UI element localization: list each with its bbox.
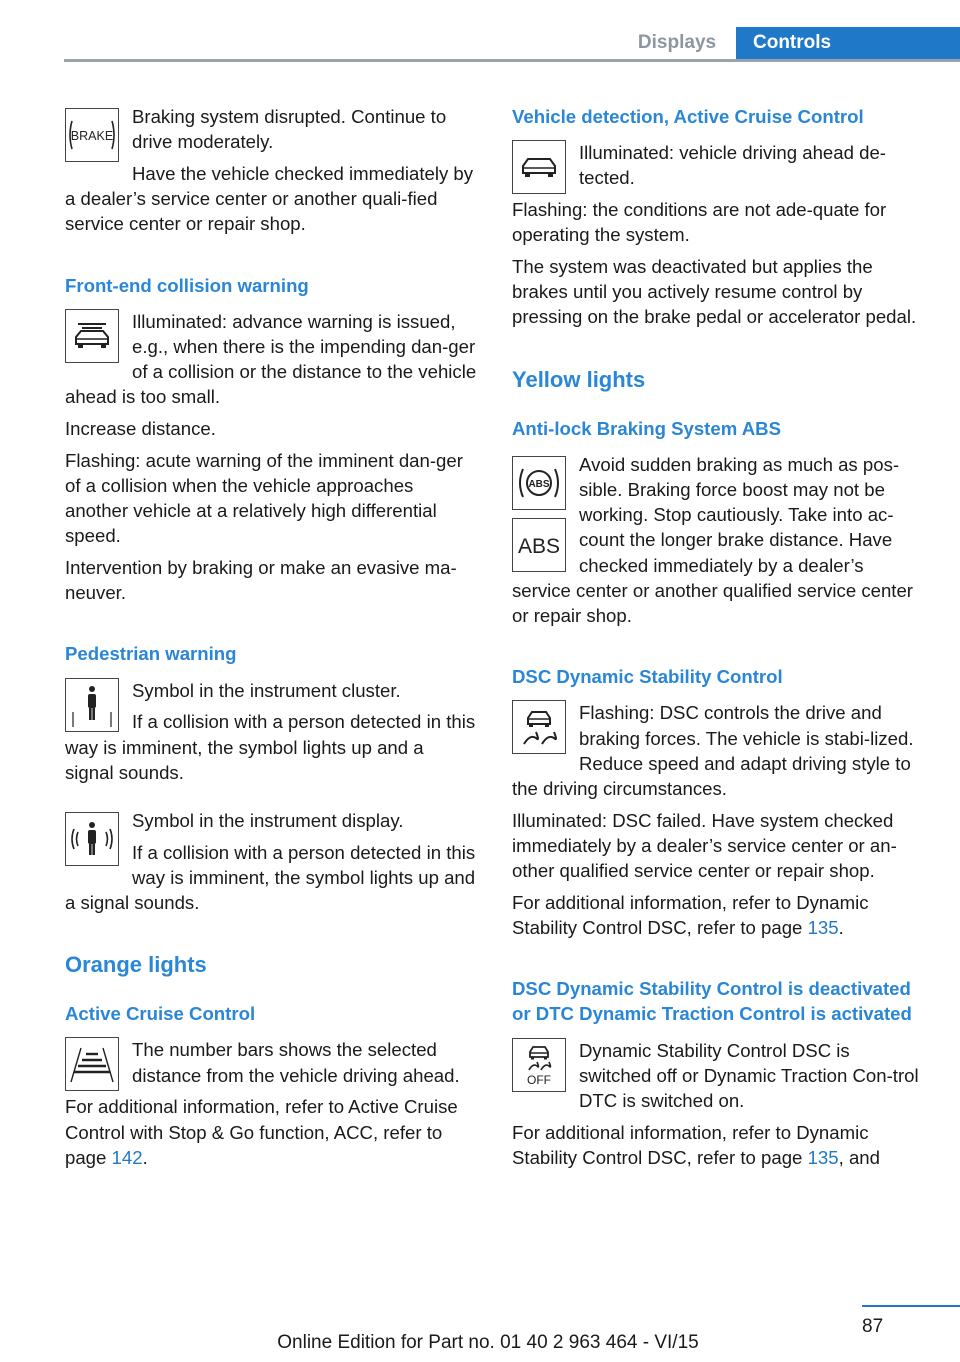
active-cruise-control-heading: Active Cruise Control	[65, 1003, 256, 1025]
orange-lights-heading: Orange lights	[65, 952, 207, 978]
dsc-off-text-2	[512, 1120, 924, 1170]
dsc-text-3-lead: For additional information, refer to Dynamic Stability Control DSC, refer to page	[512, 891, 869, 939]
pedestrian-cluster-text-2: If a collision with a person detected in this way is imminent, the symbol lights up and a signal sounds.	[65, 711, 476, 783]
vehicle-detection-icon	[512, 140, 566, 194]
pedestrian-cluster-text-1: Symbol in the instrument cluster.	[132, 679, 401, 701]
pedestrian-icon	[65, 678, 119, 732]
brake-warning-item	[65, 104, 477, 237]
front-collision-text-3: Flashing: acute warning of the imminent dan‐ger of a collision when the vehicle approaches another vehicle at a relatively high differential speed.	[65, 449, 463, 547]
abs-icon-stack	[512, 452, 579, 572]
orange-lights-section	[65, 951, 477, 1170]
front-collision-text-1: Illuminated: advance warning is issued, e.g., when there is the impending dan‐ger of a collision or the distance to the vehicle ahead is too small.	[65, 310, 477, 408]
brake-text-1: Braking system disrupted. Continue to drive moderately.	[132, 106, 447, 153]
abs-heading: Anti-lock Braking System ABS	[512, 417, 781, 439]
dsc-off-heading: DSC Dynamic Stability Control is deactivated or DTC Dynamic Traction Control is activated	[512, 978, 912, 1025]
header-rule	[64, 59, 960, 62]
abs-text: Avoid sudden braking as much as pos‐sible. Braking force boost may not be working. Stop cautiously. Take into ac‐count the longer brake distance. Have checked immediately by a dealer’s service center or another qualified service center or repair shop.	[512, 453, 914, 627]
dsc-off-icon	[512, 1038, 566, 1092]
dsc-off-text-2-lead: For additional information, refer to Dynamic Stability Control DSC, refer to page	[512, 1121, 869, 1168]
vehicle-detection-text-1: Illuminated: vehicle driving ahead de‐tected.	[579, 142, 886, 189]
yellow-lights-heading: Yellow lights	[512, 366, 646, 392]
collision-warning-icon	[65, 309, 119, 363]
dsc-page-link[interactable]: 135	[807, 917, 839, 939]
abs-text-icon-label: ABS	[517, 534, 561, 558]
pedestrian-warning-heading: Pedestrian warning	[65, 643, 237, 665]
yellow-lights-section	[512, 366, 924, 629]
vehicle-detection-text-3: The system was deactivated but applies the brakes until you actively resume control by pressing on the brake pedal or accelerator pedal.	[512, 256, 917, 328]
vehicle-detection-section	[512, 104, 924, 330]
front-collision-heading: Front-end collision warning	[65, 274, 309, 296]
vehicle-detection-text-2: Flashing: the conditions are not ade‐quate for operating the system.	[512, 199, 887, 246]
brake-icon-label: BRAKE	[70, 129, 114, 143]
abs-circle-icon	[512, 456, 566, 510]
dsc-heading: DSC Dynamic Stability Control	[512, 666, 783, 688]
acc-text-2-lead: For additional information, refer to Active Cruise Control with Stop & Go function, ACC, refer to page	[65, 1096, 458, 1168]
abs-circle-icon-label: ABS	[528, 478, 550, 490]
vehicle-detection-heading: Vehicle detection, Active Cruise Control	[512, 106, 864, 127]
front-collision-text-2: Increase distance.	[65, 418, 216, 440]
dsc-off-page-link[interactable]: 135	[807, 1147, 839, 1168]
pedestrian-display-text-1: Symbol in the instrument display.	[132, 809, 404, 831]
dsc-off-text-2-tail: , and	[838, 1147, 880, 1168]
acc-page-link[interactable]: 142	[111, 1146, 143, 1168]
dsc-off-icon-label: OFF	[527, 1072, 551, 1087]
pedestrian-sound-icon	[65, 812, 119, 866]
dsc-text-3	[512, 890, 924, 940]
brake-icon	[65, 108, 119, 162]
page-header	[0, 0, 960, 62]
dsc-skid-icon	[512, 700, 566, 754]
header-section-displays[interactable]: Displays	[637, 32, 717, 53]
dsc-text-3-tail: .	[838, 917, 844, 939]
abs-text-icon	[512, 518, 566, 572]
left-column	[65, 104, 477, 1170]
dsc-text-2: Illuminated: DSC failed. Have system checked immediately by a dealer’s service center or an‐other qualified service center or repair shop.	[512, 809, 897, 882]
right-column	[512, 104, 924, 1170]
dsc-section	[512, 664, 924, 940]
front-collision-text-4: Intervention by braking or make an evasive ma‐neuver.	[65, 557, 457, 604]
pedestrian-display-text-2: If a collision with a person detected in this way is imminent, the symbol lights up and a signal sounds.	[65, 841, 476, 914]
footer-rule	[862, 1305, 960, 1307]
brake-text-2: Have the vehicle checked immediately by a dealer’s service center or another quali‐fied service center or repair shop.	[65, 162, 474, 235]
edition-footer: Online Edition for Part no. 01 40 2 963 464 - VI/15	[277, 1332, 699, 1353]
distance-bars-icon	[65, 1037, 119, 1091]
dsc-off-section	[512, 976, 924, 1170]
front-collision-section	[65, 273, 477, 606]
acc-text-2	[65, 1094, 477, 1170]
acc-text-2-tail: .	[142, 1146, 148, 1168]
dsc-text-1: Flashing: DSC controls the drive and braking forces. The vehicle is stabi‐lized. Reduce speed and adapt driving style to the driving circumstances.	[512, 702, 914, 800]
dsc-off-text-1: Dynamic Stability Control DSC is switched off or Dynamic Traction Con‐trol DTC is switched on.	[579, 1039, 919, 1112]
page-number: 87	[862, 1316, 884, 1337]
header-chapter-controls[interactable]: Controls	[736, 27, 960, 59]
acc-text-1: The number bars shows the selected distance from the vehicle driving ahead.	[132, 1039, 460, 1086]
pedestrian-warning-section	[65, 641, 477, 915]
